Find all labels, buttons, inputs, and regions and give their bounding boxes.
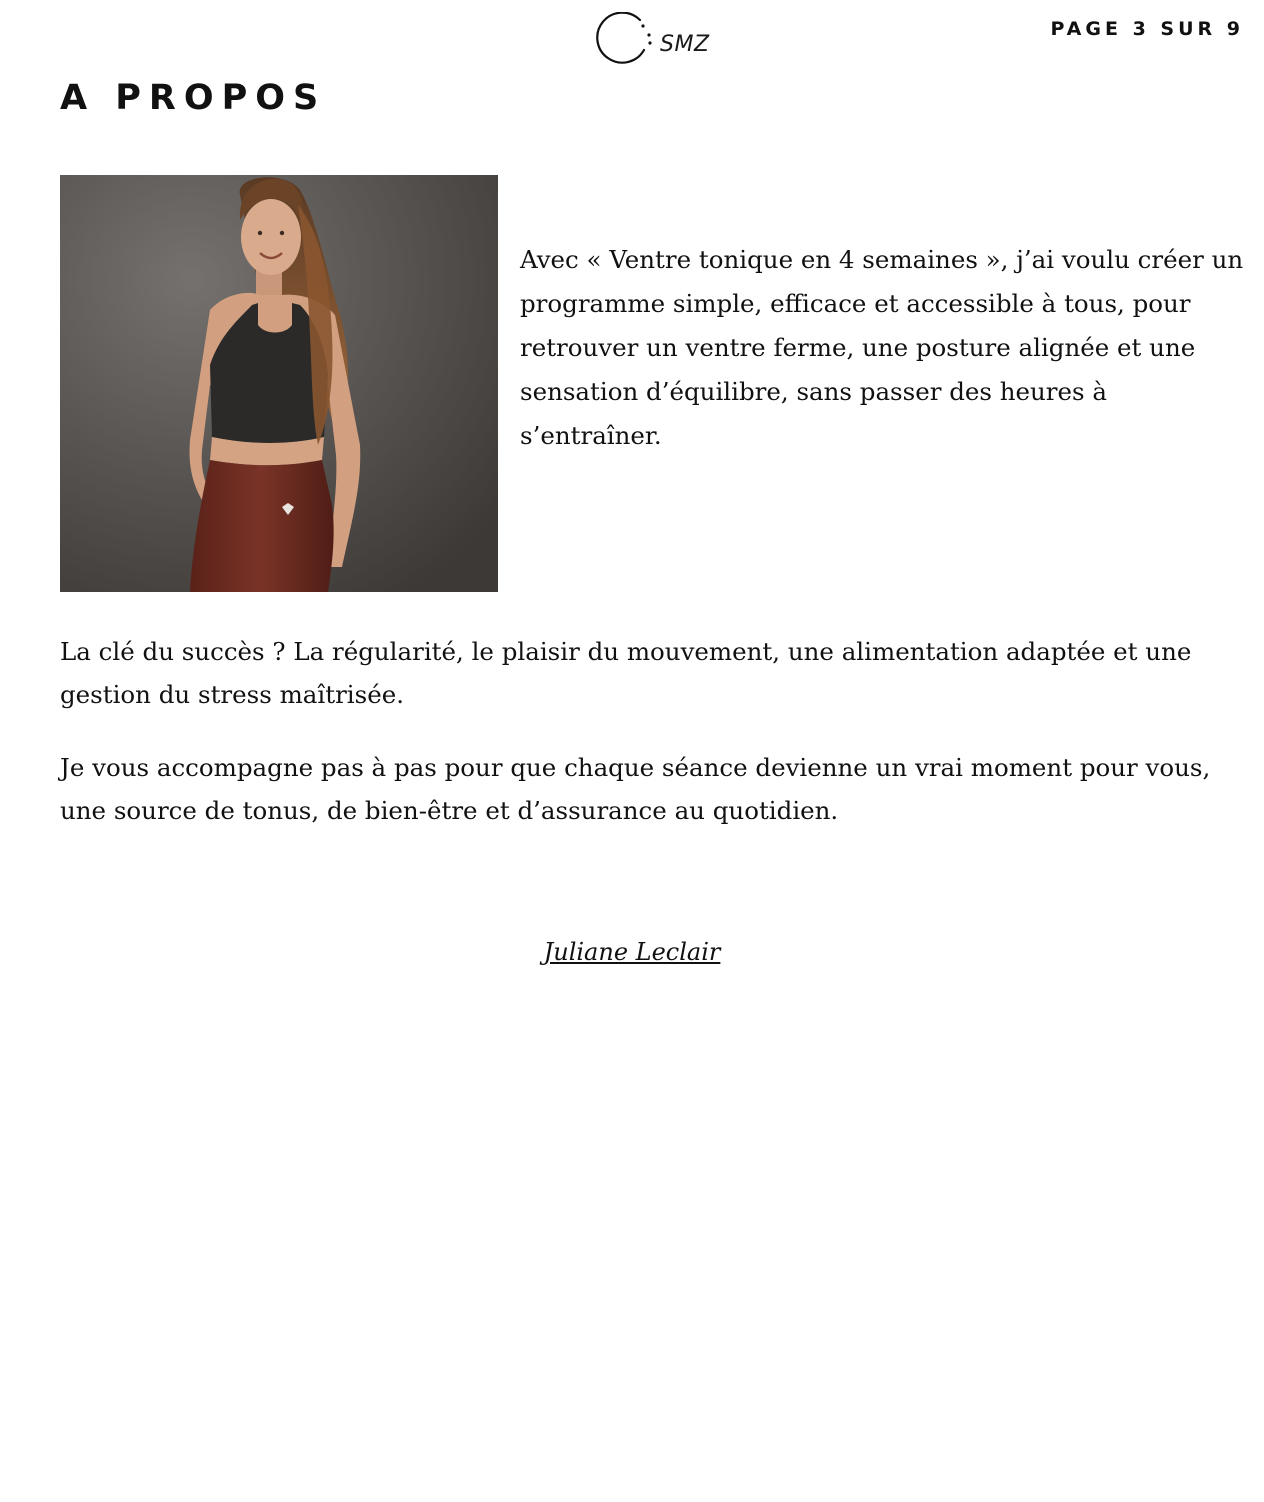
brand-logo — [596, 12, 716, 70]
intro-paragraph: Avec « Ventre tonique en 4 semaines », j’ai voulu créer un programme simple, efficace et accessible à tous, pour retrouver un ventre ferme, une posture alignée et une sensation d’équilibre, sans passer des heures à s’entraîner. — [520, 245, 1244, 450]
logo-circle-icon — [596, 12, 660, 70]
page-indicator: PAGE 3 SUR 9 — [1050, 18, 1244, 40]
author-photo-illustration — [60, 175, 498, 592]
author-signature: Juliane Leclair — [543, 938, 721, 966]
logo-text: SMZ — [660, 32, 710, 57]
key-to-success-paragraph: La clé du succès ? La régularité, le plaisir du mouvement, une alimentation adaptée et une gestion du stress maîtrisée. — [60, 637, 1192, 709]
author-photo — [60, 175, 498, 592]
section-title: A PROPOS — [60, 78, 327, 118]
accompaniment-paragraph: Je vous accompagne pas à pas pour que chaque séance devienne un vrai moment pour vous, une source de tonus, de bien-être et d’assurance au quotidien. — [60, 753, 1211, 825]
